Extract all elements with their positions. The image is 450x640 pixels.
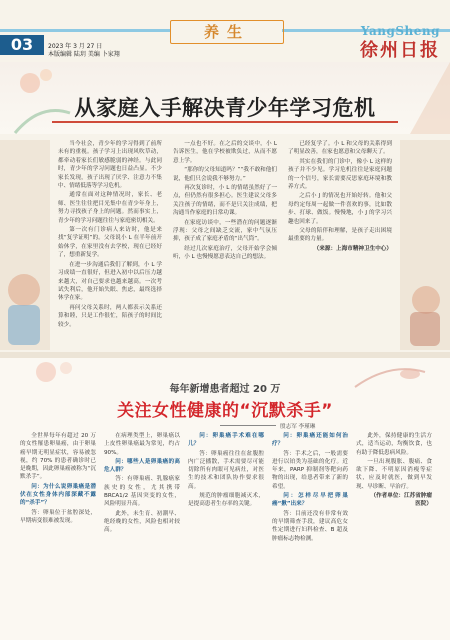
newspaper-brand: 徐州日报 [360, 40, 440, 61]
right-margin-illustration [400, 140, 450, 350]
question-heading: 问：卵巢癌还能如何治疗？ [272, 433, 348, 448]
paragraph: 全世界每年有超过 20 万的女性罹患卵巢癌，由于卵巢癌早期无明显症状，容易被忽视，约 70% 的患者确诊时已是晚期，因此卵巢癌被称为“沉默杀手”。 [20, 433, 96, 481]
paragraph: 经过几次家庭治疗，父母开始学会倾听，小 L 也慢慢愿意表达自己的想法。 [173, 245, 277, 261]
article2-column-5 [356, 432, 432, 636]
paragraph: 在家庭访谈中，一些潜在的问题逐渐浮现：父母之间缺乏交流，家中气氛压抑，孩子成了家庭矛盾的“出气筒”。 [173, 219, 277, 243]
paragraph: 第一次有门诊病人来访时，他是来找“复学证明”的。父母说小 L 在半年前开始休学，在家里没有去学校，现在已经好了，想重新复学。 [58, 227, 162, 259]
paragraph: 父母的陪伴和理解，是孩子走出困境最重要的力量。 [288, 228, 392, 243]
paragraph: 通常在面对这种情况时，家长、老师、医生往往把目光集中在青少年身上，努力寻找孩子身上的问题。然而事实上，青少年的学习问题往往与家庭密切相关。 [58, 192, 162, 224]
article1-column-1 [58, 140, 162, 350]
left-margin-illustration [0, 140, 50, 350]
header-rule-left [0, 29, 170, 32]
page-number: 03 [0, 35, 44, 55]
article1-column-2 [173, 140, 277, 350]
article1-column-3 [288, 140, 392, 350]
paragraph: 一点也不好。在之后的交谈中，小 L 告诉医生，他在学校被欺负过，从而不愿意上学。 [173, 141, 277, 164]
paragraph: 答：有卵巢癌、乳腺癌家族史的女性，尤其携带 BRCA1/2 基因突变的女性，风险明显升高。 [104, 476, 180, 508]
paragraph: 答：卵巢癌往往在盆腹腔内广泛播散，手术需要尽可能切除所有肉眼可见病灶，对医生的技术和团队协作要求很高。 [188, 450, 264, 490]
article1-source: （来源：上海市精神卫生中心） [313, 245, 392, 252]
article2-column-1 [20, 432, 96, 636]
article2-byline: 殷志军 李瑾琳 [280, 424, 316, 430]
paragraph: 再问父母关系时，两人都表示关系还算和睦，只是工作很忙，陪孩子的时间比较少。 [58, 304, 162, 328]
paragraph: 当今社会，青少年的学习得到了前所未有的重视。孩子学习上出现风吹草动，都牵动着家长们敏感脆弱的神经。与此同时，青少年的学习问题也日益凸显。不少家长发现，孩子出现了厌学、注意力不集中、情绪低落等学习危机。 [58, 141, 162, 190]
paragraph: “那你的父母知道吗？”“我不敢和他们说，他们只会说我不够努力。” [173, 167, 277, 182]
question-heading: 问：哪些人是卵巢癌的高危人群？ [104, 458, 180, 474]
paragraph: 在进一步沟通后我们了解到，小 L 学习成绩一直很好，但进入初中以后压力越来越大，对自己要求也越来越高。一次考试失利后，他开始失眠、焦虑，最终选择休学在家。 [58, 261, 162, 302]
paragraph: 一旦出现腹胀、腹痛、食欲下降、不明原因消瘦等症状，应及时就医，做到早发现、早诊断、早治疗。 [356, 458, 432, 490]
article2-column-3 [188, 432, 264, 636]
article2-kicker: 每年新增患者超过 20 万 [169, 384, 281, 395]
paragraph: 在病理类型上，卵巢癌以上皮性卵巢癌最为常见，约占 90%。 [104, 433, 180, 456]
paragraph: 此外，未生育、初潮早、绝经晚的女性，风险也相对较高。 [104, 510, 180, 534]
paragraph: 答：卵巢位于盆腔深处，早期病变很难被发现。 [20, 509, 96, 524]
section-label-en: YangSheng [360, 24, 440, 38]
section-label: 养生 [170, 20, 284, 44]
title-underline [52, 121, 398, 123]
article1-title: 从家庭入手解决青少年学习危机 [74, 96, 376, 120]
paragraph: 规范的肿瘤细胞减灭术，是提高患者生存率的关键。 [188, 493, 264, 508]
paragraph: 答：手术之后，一般需要进行以铂类为基础的化疗。近年来，PARP 抑制剂等靶向药物的出现，给患者带来了新的希望。 [272, 450, 348, 490]
article2-body [20, 432, 440, 636]
article2-title: 关注女性健康的“沉默杀手” [117, 401, 333, 421]
question-heading: 问：怎样尽早把卵巢癌“揪”出来？ [272, 493, 348, 508]
editor-credits: 本版编辑 陆玥 美编 卜家翔 [48, 51, 120, 58]
paragraph: 已经复学了。小 L 和父母的关系得到了明显改善，在家也愿意和父母聊天了。 [288, 141, 392, 156]
paragraph: 此外，保持健康的生活方式，适当运动，均衡饮食，也有助于降低患病风险。 [356, 433, 432, 456]
paragraph: 其实在我们的门诊中，像小 L 这样的孩子并不少见。学习危机往往是家庭问题的一个信号，家长需要反思家庭环境和教养方式。 [288, 158, 392, 191]
article2-column-2 [104, 432, 180, 636]
question-heading: 问：卵巢癌手术难在哪儿？ [188, 433, 264, 448]
paragraph: 再次复诊时，小 L 的情绪虽然好了一点，但仍然有很多担心。医生建议父母多关注孩子的情绪，而不是只关注成绩，把沟通当作家庭的日常功课。 [173, 185, 277, 217]
byline-rule [220, 425, 276, 426]
article1-body [58, 140, 392, 350]
question-heading: 问：为什么说卵巢癌是潜伏在女性身体内部深藏不露的“杀手”？ [20, 483, 96, 507]
article2-column-4 [272, 432, 348, 636]
issue-date: 2023 年 3 月 27 日 [48, 43, 103, 50]
article2-source: （作者单位：江苏省肿瘤医院） [370, 493, 432, 508]
paragraph: 之后小 J 的情况也开始好转。他和父母约定每周一起做一件喜欢的事，比如散步、打球、做饭。慢慢地，小 J 的学习兴趣也回来了。 [288, 193, 392, 225]
paragraph: 答：目前还没有非常有效的早期筛查手段，建议高危女性定期进行妇科检查、B 超及肿瘤标志物检测。 [272, 510, 348, 542]
